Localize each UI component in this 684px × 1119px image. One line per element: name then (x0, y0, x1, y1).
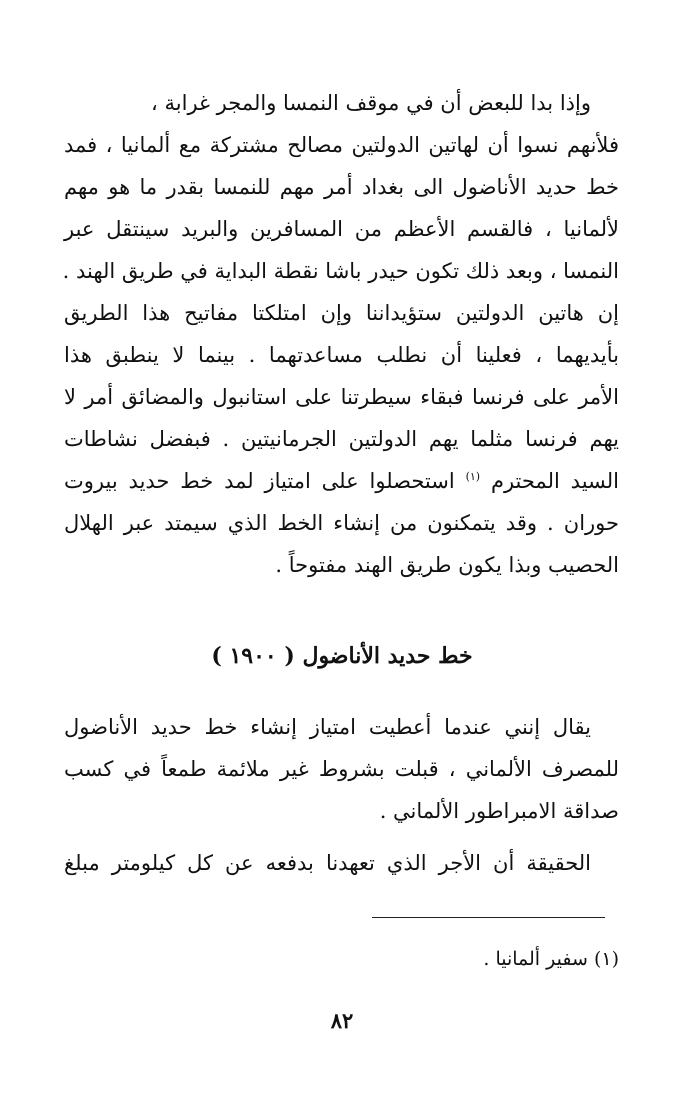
section-heading: خط حديد الأناضول ( ١٩٠٠ ) (211, 643, 473, 669)
text-line: وإذا بدا للبعض أن في موقف النمسا والمجر غرابة ، (151, 91, 591, 115)
text-line: يهم فرنسا مثلما يهم الدولتين الجرمانيتين . فبفضل نشاطات (64, 427, 619, 451)
text-segment: استحصلوا على امتياز لمد خط حديد بيروت (64, 469, 455, 493)
text-line: يقال إنني عندما أعطيت امتياز إنشاء خط حديد الأناضول (64, 715, 591, 739)
text-line: الحقيقة أن الأجر الذي تعهدنا بدفعه عن كل كيلومتر مبلغ (64, 851, 591, 875)
text-line: إن هاتين الدولتين ستؤيداننا وإن امتلكتا مفاتيح هذا الطريق (64, 301, 619, 325)
text-line: لألمانيا ، فالقسم الأعظم من المسافرين والبريد سينتقل عبر (64, 217, 619, 241)
footnote-text: سفير ألمانيا . (483, 948, 588, 970)
text-line: فلأنهم نسوا أن لهاتين الدولتين مصالح مشتركة مع ألمانيا ، فمد (64, 133, 619, 157)
text-line: الحصيب وبذا يكون طريق الهند مفتوحاً . (275, 553, 619, 577)
text-line: النمسا ، وبعد ذلك تكون حيدر باشا نقطة البداية في طريق الهند . (62, 259, 619, 283)
text-line: الأمر على فرنسا فبقاء سيطرتنا على استانبول والمضائق أمر لا (64, 385, 619, 409)
text-line-with-footnote-ref (64, 466, 619, 496)
text-line: للمصرف الألماني ، قبلت بشروط غير ملائمة طمعاً في كسب (64, 757, 619, 781)
text-line: صداقة الامبراطور الألماني . (379, 799, 619, 823)
text-line: خط حديد الأناضول الى بغداد أمر مهم للنمسا بقدر ما هو مهم (64, 175, 619, 199)
footnote-separator (372, 917, 605, 918)
footnote-marker: (١) (593, 948, 619, 970)
text-line: بأيديهما ، فعلينا أن نطلب مساعدتهما . بينما لا ينطبق هذا (64, 343, 619, 367)
text-line: حوران . وقد يتمكنون من إنشاء الخط الذي سيمتد عبر الهلال (64, 511, 619, 535)
footnote (483, 945, 619, 973)
text-segment: السيد المحترم (490, 469, 620, 493)
footnote-reference[interactable]: (١) (465, 470, 481, 483)
page-number: ٨٢ (330, 1008, 354, 1033)
